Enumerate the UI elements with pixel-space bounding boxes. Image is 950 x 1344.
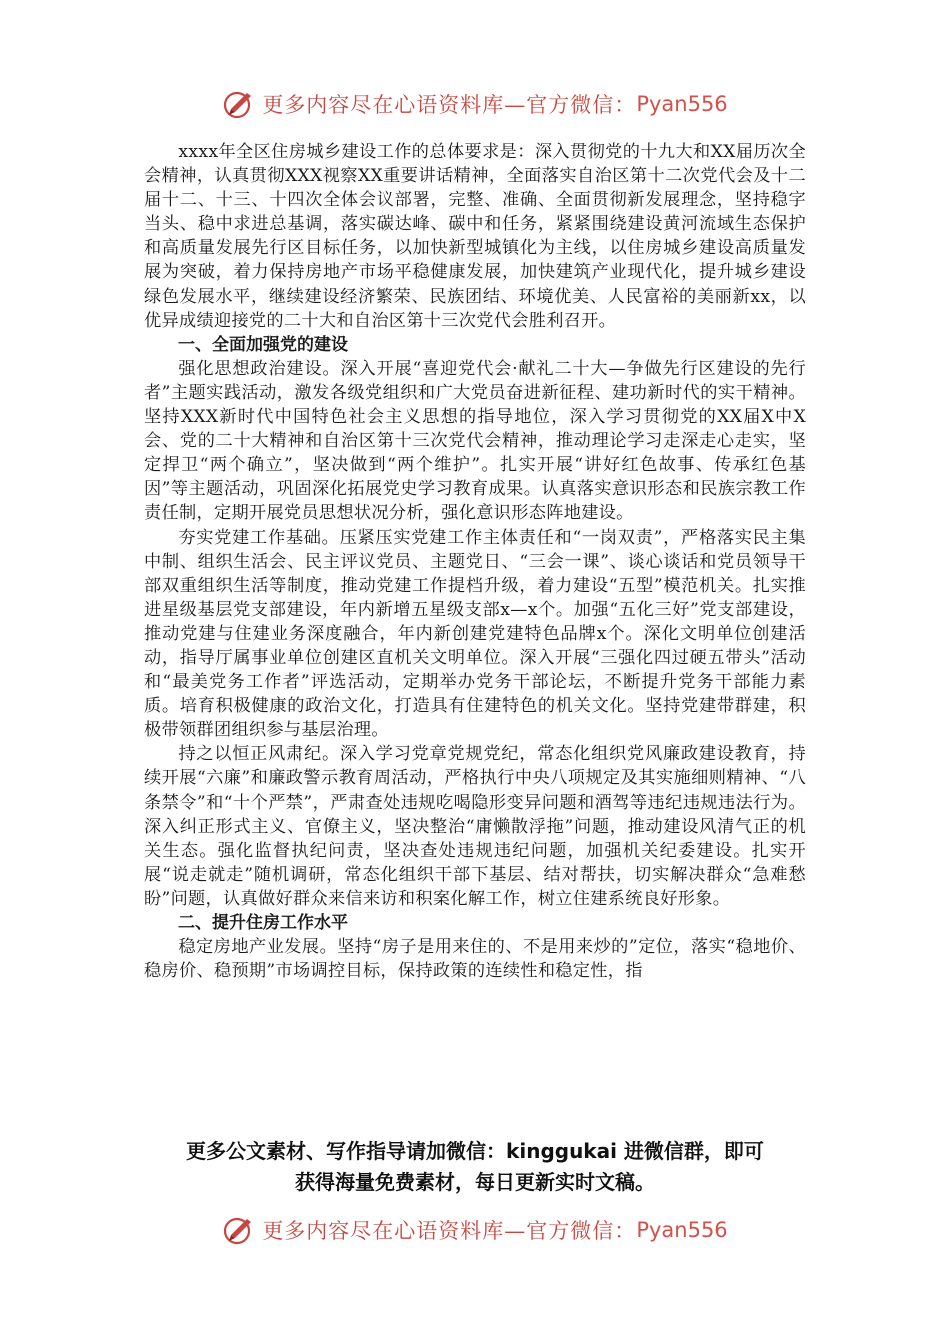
banner-text: 更多内容尽在心语资料库—官方微信： — [262, 1219, 637, 1243]
section2-paragraph-1: 稳定房地产业发展。坚持“房子是用来住的、不是用来炒的”定位，落实“稳地价、稳房价、稳预期”市场调控目标，保持政策的连续性和稳定性，指 — [144, 937, 806, 982]
section1-paragraph-2: 夯实党建工作基础。压紧压实党建工作主体责任和“一岗双责”，严格落实民主集中制、组织生活会、民主评议党员、主题党日、“三会一课”、谈心谈话和党员领导干部双重组织生活等制度，推动党建工作提档升级，着力建设“五型”模范机关。扎实推进星级基层党支部建设，年内新增五星级支部x—x个。加强“五化三好”党支部建设，推动党建与住建业务深度融合，年内新创建党建特色品牌x个。深化文明单位创建活动，指导厅属事业单位创建区直机关文明单位。深入开展“三强化四过硬五带头”活动和“最美党务工作者”评选活动，定期举办党务干部论坛，不断提升党务干部能力素质。培育积极健康的政治文化，打造具有住建特色的机关文化。坚持党建带群建，积极带领群团组织参与基层治理。 — [144, 527, 806, 741]
pen-circle-logo-icon — [222, 87, 256, 121]
intro-paragraph: xxxx年全区住房城乡建设工作的总体要求是：深入贯彻党的十九大和XX届历次全会精神，认真贯彻XXX视察XX重要讲话精神，全面落实自治区第十二次党代会及十二届十二、十三、十四次全体会议部署，完整、准确、全面贯彻新发展理念，坚持稳字当头、稳中求进总基调，落实碳达峰、碳中和任务，紧紧围绕建设黄河流域生态保护和高质量发展先行区目标任务，以加快新型城镇化为主线，以住房城乡建设高质量发展为突破，着力保持房地产市场平稳健康发展，加快建筑产业现代化，提升城乡建设绿色发展水平，继续建设经济繁荣、民族团结、环境优美、人民富裕的美丽新xx，以优异成绩迎接党的二十大和自治区第十三次党代会胜利召开。 — [144, 142, 806, 331]
promo-line-2: 获得海量免费素材，每日更新实时文稿。 — [295, 1170, 655, 1194]
promo-line-1: 更多公文素材、写作指导请加微信：kinggukai 进微信群，即可 — [186, 1139, 764, 1163]
banner-wechat-id: Pyan556 — [636, 1218, 728, 1242]
footer-banner — [0, 1208, 950, 1252]
banner-text: 更多内容尽在心语资料库—官方微信： — [262, 93, 637, 117]
section-heading-2: 二、提升住房工作水平 — [178, 913, 348, 933]
banner-wechat-id: Pyan556 — [636, 92, 728, 116]
promo-notice — [130, 1136, 820, 1198]
section-heading-1: 一、全面加强党的建设 — [178, 334, 348, 355]
pen-circle-logo-icon — [222, 1213, 256, 1247]
header-banner — [0, 82, 950, 126]
section1-paragraph-3: 持之以恒正风肃纪。深入学习党章党规党纪，常态化组织党风廉政建设教育，持续开展“六廉”和廉政警示教育周活动，严格执行中央八项规定及其实施细则精神、“八条禁令”和“十个严禁”，严肃查处违规吃喝隐形变异问题和酒驾等违纪违规违法行为。深入纠正形式主义、官僚主义，坚决整治“庸懒散浮拖”问题，推动建设风清气正的机关生态。强化监督执纪问责，坚决查处违规违纪问题，加强机关纪委建设。扎实开展“说走就走”随机调研，常态化组织干部下基层、结对帮扶，切实解决群众“急难愁盼”问题，认真做好群众来信来访和积案化解工作，树立住建系统良好形象。 — [144, 744, 806, 909]
document-body — [144, 140, 806, 983]
section1-paragraph-1: 强化思想政治建设。深入开展“喜迎党代会·献礼二十大—争做先行区建设的先行者”主题实践活动，激发各级党组织和广大党员奋进新征程、建功新时代的实干精神。坚持XXX新时代中国特色社会主义思想的指导地位，深入学习贯彻党的XX届X中X会、党的二十大精神和自治区第十三次党代会精神，推动理论学习走深走心走实，坚定捍卫“两个确立”，坚决做到“两个维护”。扎实开展“讲好红色故事、传承红色基因”等主题活动，巩固深化拓展党史学习教育成果。认真落实意识形态和民族宗教工作责任制，定期开展党员思想状况分析，强化意识形态阵地建设。 — [144, 358, 806, 524]
